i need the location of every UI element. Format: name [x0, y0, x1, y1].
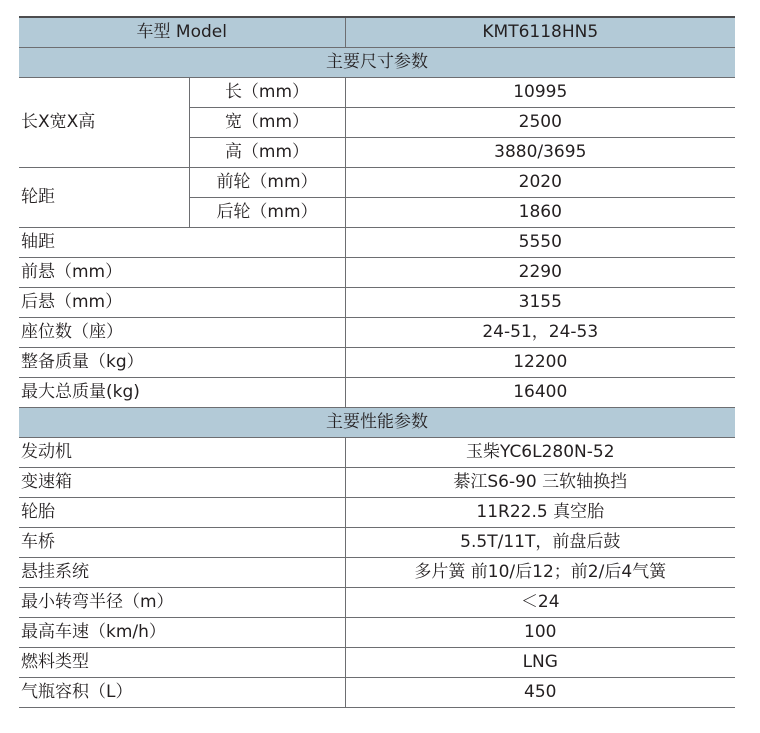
row-value: 3155	[345, 288, 735, 318]
row-value: 450	[345, 678, 735, 708]
row-label: 最大总质量(kg)	[19, 378, 345, 408]
table-row	[19, 348, 735, 378]
table-row	[19, 168, 735, 198]
sub-label: 高（mm）	[189, 138, 345, 168]
table-row	[19, 558, 735, 588]
table-row	[19, 678, 735, 708]
table-row	[19, 78, 735, 108]
row-value: 2020	[345, 168, 735, 198]
table-row	[19, 498, 735, 528]
row-value: 多片簧 前10/后12；前2/后4气簧	[345, 558, 735, 588]
row-label: 后悬（mm）	[19, 288, 345, 318]
sub-label: 长（mm）	[189, 78, 345, 108]
row-value: 24-51，24-53	[345, 318, 735, 348]
row-value: 1860	[345, 198, 735, 228]
section-header	[19, 408, 735, 438]
sub-label: 前轮（mm）	[189, 168, 345, 198]
row-label: 座位数（座）	[19, 318, 345, 348]
row-label: 轮胎	[19, 498, 345, 528]
row-value: 2290	[345, 258, 735, 288]
table-row	[19, 228, 735, 258]
header-row	[19, 17, 735, 48]
section-header	[19, 48, 735, 78]
row-label: 整备质量（kg）	[19, 348, 345, 378]
row-label: 变速箱	[19, 468, 345, 498]
table-row	[19, 378, 735, 408]
row-value: 綦江S6-90 三软轴换挡	[345, 468, 735, 498]
row-label: 车桥	[19, 528, 345, 558]
row-label: 前悬（mm）	[19, 258, 345, 288]
model-label: 车型 Model	[19, 17, 345, 48]
row-value: 100	[345, 618, 735, 648]
row-label: 燃料类型	[19, 648, 345, 678]
table-row	[19, 588, 735, 618]
row-value: 12200	[345, 348, 735, 378]
row-value: LNG	[345, 648, 735, 678]
row-value: 3880/3695	[345, 138, 735, 168]
dimensions-group-label: 长X宽X高	[19, 78, 189, 168]
table-row	[19, 648, 735, 678]
model-value: KMT6118HN5	[345, 17, 735, 48]
spec-table	[19, 16, 735, 708]
row-label: 发动机	[19, 438, 345, 468]
row-value: ＜24	[345, 588, 735, 618]
row-label: 悬挂系统	[19, 558, 345, 588]
table-row	[19, 288, 735, 318]
row-value: 5.5T/11T，前盘后鼓	[345, 528, 735, 558]
row-label: 最小转弯半径（m）	[19, 588, 345, 618]
table-row	[19, 468, 735, 498]
section-title: 主要尺寸参数	[19, 48, 735, 78]
row-value: 11R22.5 真空胎	[345, 498, 735, 528]
section-title: 主要性能参数	[19, 408, 735, 438]
table-row	[19, 618, 735, 648]
row-label: 气瓶容积（L）	[19, 678, 345, 708]
sub-label: 宽（mm）	[189, 108, 345, 138]
table-row	[19, 258, 735, 288]
table-row	[19, 528, 735, 558]
row-value: 16400	[345, 378, 735, 408]
row-value: 5550	[345, 228, 735, 258]
track-group-label: 轮距	[19, 168, 189, 228]
row-value: 玉柴YC6L280N-52	[345, 438, 735, 468]
table-row	[19, 318, 735, 348]
row-value: 2500	[345, 108, 735, 138]
row-label: 轴距	[19, 228, 345, 258]
table-row	[19, 438, 735, 468]
row-label: 最高车速（km/h）	[19, 618, 345, 648]
sub-label: 后轮（mm）	[189, 198, 345, 228]
row-value: 10995	[345, 78, 735, 108]
